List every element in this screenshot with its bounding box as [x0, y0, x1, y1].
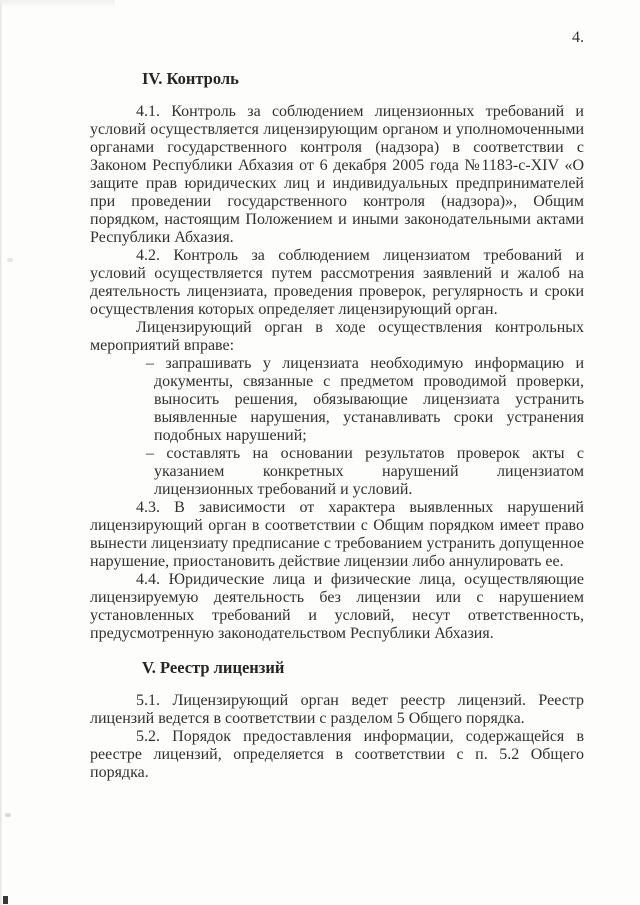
paragraph-4-3: 4.3. В зависимости от характера выявленных нарушений лицензирующий орган в соответствии с Общим порядком имеет право вынести лицензиату предписание с требованием устранить допущенное нарушение, приостановить действие лицензии либо аннулировать ее. — [90, 499, 584, 570]
bullet-item-draw-up-acts: – составлять на основании результатов проверок акты с указанием конкретных нарушений лицензиатом лицензионных требований и условий. — [146, 445, 584, 498]
scan-speck-artifact — [3, 896, 8, 904]
paragraph-4-1: 4.1. Контроль за соблюдением лицензионных требований и условий осуществляется лицензирующим органом и уполномоченными органами государственного контроля (надзора) в соответствии с Законом Республики Абхазия от 6 декабря 2005 года №1183-с-XIV «О защите прав юридических лиц и индивидуальных предпринимателей при проведении государственного контроля (надзора)», Общим порядком, настоящим Положением и иными законодательными актами Республики Абхазия. — [90, 103, 584, 246]
paragraph-control-intro: Лицензирующий орган в ходе осуществления контрольных мероприятий вправе: — [90, 319, 584, 354]
scan-edge-artifact — [0, 0, 2, 905]
rights-bullet-list — [146, 355, 584, 499]
scan-speck-artifact — [5, 813, 11, 817]
paragraph-4-2: 4.2. Контроль за соблюдением лицензиатом требований и условий осуществляется путем рассмотрения заявлений и жалоб на деятельность лицензиата, проведения проверок, регулярность и сроки осуществления которых определяет лицензирующий орган. — [90, 247, 584, 318]
page-number: 4. — [572, 29, 584, 46]
paragraph-5-2: 5.2. Порядок предоставления информации, содержащейся в реестре лицензий, определяется в соответствии с п. 5.2 Общего порядка. — [90, 728, 584, 781]
bullet-item-request-info: – запрашивать у лицензиата необходимую информацию и документы, связанные с предметом проводимой проверки, выносить решения, обязывающие лицензиата устранить выявленные нарушения, устанавливать сроки устранения подобных нарушений; — [146, 355, 584, 444]
section-heading-control: IV. Контроль — [142, 69, 239, 88]
paragraph-4-4: 4.4. Юридические лица и физические лица, осуществляющие лицензируемую деятельность без лицензии или с нарушением установленных требований и условий, несут ответственность, предусмотренную законодательством Республики Абхазия. — [90, 571, 584, 642]
document-content — [90, 70, 584, 782]
scan-speck-artifact — [7, 258, 13, 262]
scan-smudge-artifact — [0, 0, 115, 7]
section-heading-registry: V. Реестр лицензий — [142, 658, 285, 677]
paragraph-5-1: 5.1. Лицензирующий орган ведет реестр лицензий. Реестр лицензий ведется в соответствии с разделом 5 Общего порядка. — [90, 692, 584, 727]
